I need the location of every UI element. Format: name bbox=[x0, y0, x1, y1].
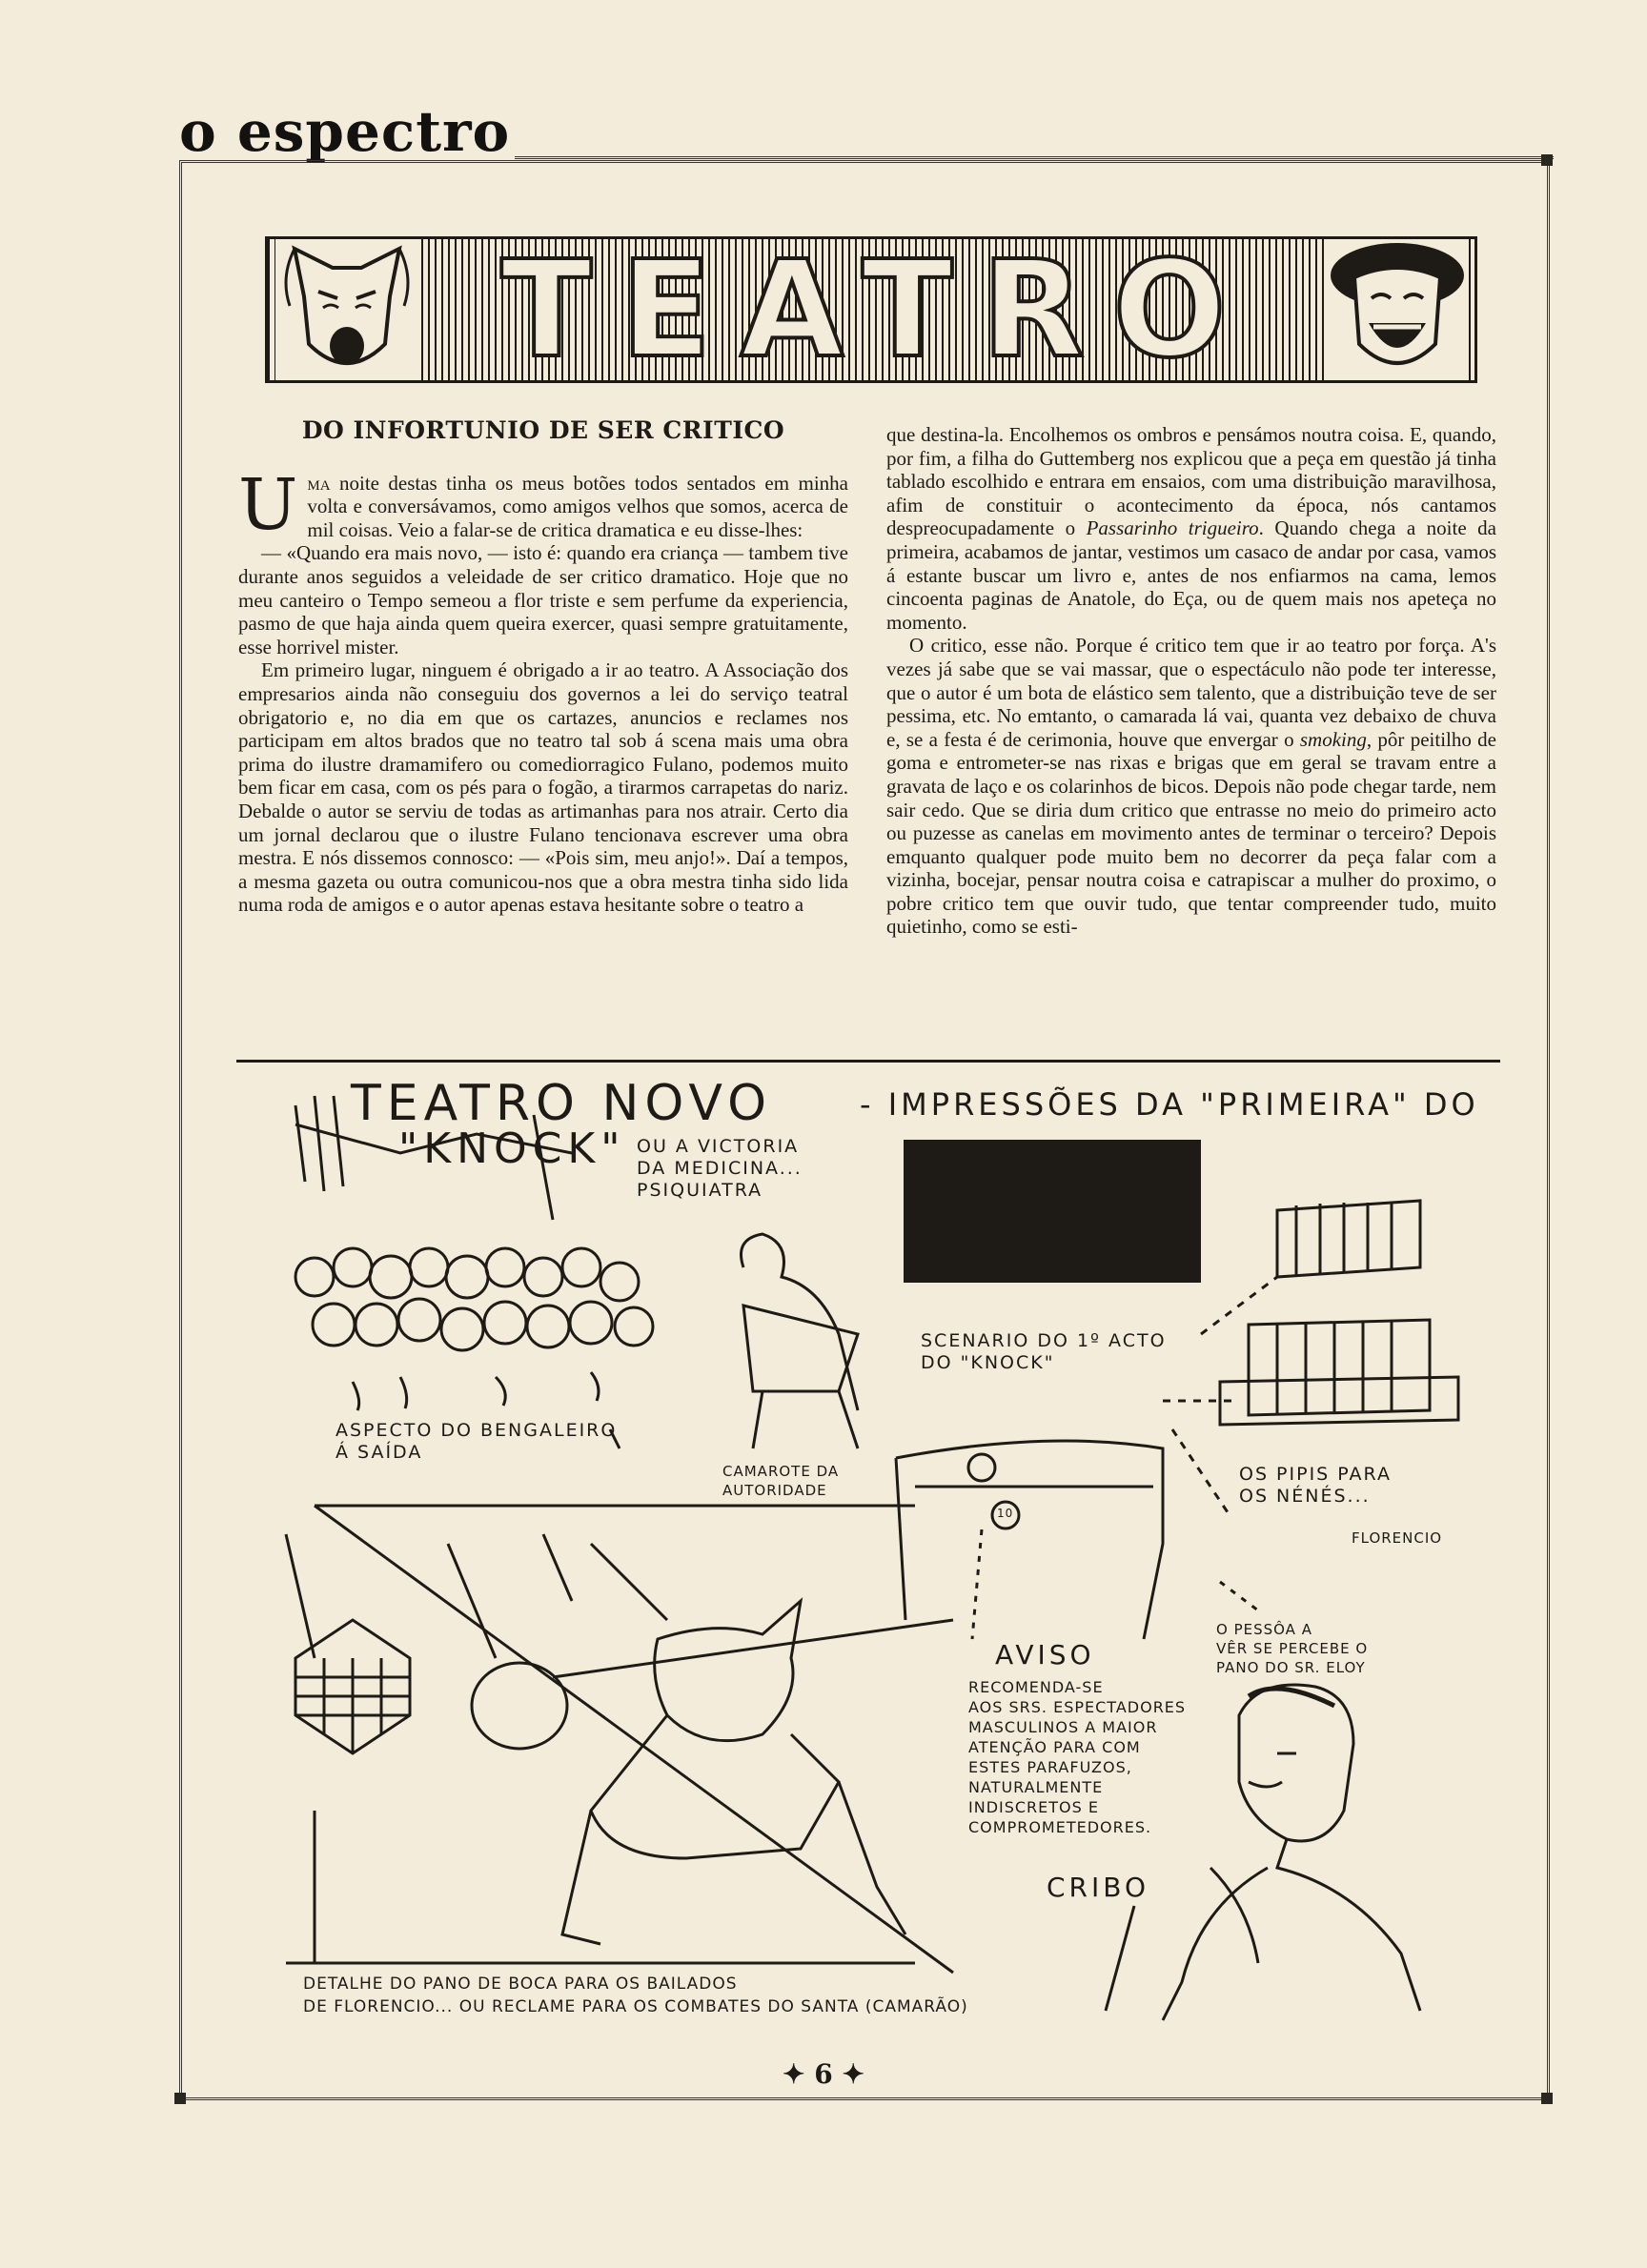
lead-in: ma bbox=[307, 471, 331, 495]
screw-number: 10 bbox=[997, 1507, 1014, 1520]
page-number: ✦ 6 ✦ bbox=[783, 2058, 864, 2090]
grimacing-mask-icon bbox=[275, 239, 418, 380]
paragraph bbox=[238, 463, 848, 546]
knock-title: "KNOCK" bbox=[398, 1124, 626, 1173]
paragraph-text: . Quando chega a noite da primeira, acabamos de jantar, vestimos um casaco de andar por casa, vamos á estante buscar um livro e, antes de nos enfiarmos na cama, lemos cincoenta paginas de Anatole, do Eça, ou de quem mais nos apeteça no momento. bbox=[886, 516, 1496, 634]
italic-term: smoking bbox=[1299, 727, 1367, 751]
frame-corner bbox=[174, 2093, 186, 2104]
frame-corner bbox=[1541, 2093, 1553, 2104]
aviso-body: RECOMENDA-SE AOS SRS. ESPECTADORES MASCULINOS A MAIOR ATENÇÃO PARA COM ESTES PARAFUZOS, NATURALMENTE INDISCRETOS E COMPROMETEDORES. bbox=[968, 1678, 1187, 1836]
banner-title: TEATRO bbox=[500, 236, 1255, 383]
article-column-left bbox=[238, 416, 848, 917]
florencio-signature: FLORENCIO bbox=[1352, 1529, 1443, 1547]
paragraph-text: , pôr peitilho de goma e entrometer-se nas rixas e brigas que em geral se travam entre a gravata de laço e os colarinhos de bicos. Depois não pode chegar tarde, nem sair cedo. Que se diria dum critico que entrasse no meio do primeiro acto ou puzesse as canelas em movimento antes de terminar o terceiro? Depois emquanto qualquer pode muito bem no decorrer da peça falar com a vizinha, bocejar, pensar noutra coisa e catrapiscar a mulher do proximo, o pobre critico tem que ouvir tudo, que tentar compreender tudo, muito quietinho, como se esti- bbox=[886, 727, 1496, 939]
scenario-caption: SCENARIO DO 1º ACTO DO "KNOCK" bbox=[921, 1330, 1167, 1373]
bengaleiro-caption: ASPECTO DO BENGALEIRO Á SAÍDA bbox=[336, 1420, 618, 1463]
paragraph-text: noite destas tinha os meus botões todos sentados em minha volta e conversávamos, como amigos velhos que somos, acerca de mil coisas. Veio a falar-se de critica dramatica e eu disse-lhes: bbox=[307, 471, 848, 541]
paragraph bbox=[886, 634, 1496, 939]
masthead-rule bbox=[515, 156, 1554, 159]
laughing-mask-icon bbox=[1326, 239, 1469, 380]
article-column-right bbox=[886, 423, 1496, 939]
pano-caption: DETALHE DO PANO DE BOCA PARA OS BAILADOS DE FLORENCIO... OU RECLAME PARA OS COMBATES DO SANTA (CAMARÃO) bbox=[303, 1974, 968, 2016]
cartoon-subheadline: - IMPRESSÕES DA "PRIMEIRA" DO bbox=[860, 1086, 1479, 1123]
article-title: DO INFORTUNIO DE SER CRITICO bbox=[301, 416, 785, 444]
italic-title: Passarinho trigueiro bbox=[1086, 516, 1259, 540]
paragraph-text: O critico, esse não. Porque é critico tem que ir ao teatro por força. A's vezes já sabe que se vai massar, que o espectáculo não pode ter interesse, que o autor é um bota de elástico sem talento, que a distribuição teve de ser pessima, etc. No emtanto, o camarada lá vai, quanta vez debaixo de chuva e, se a festa é de cerimonia, houve que envergar o bbox=[886, 634, 1496, 751]
drop-cap: U bbox=[238, 463, 298, 546]
paragraph: — «Quando era mais novo, — isto é: quando era criança — tambem tive durante anos seguidos a veleidade de ser critico dramatico. Hoje que no meu canteiro o Tempo semeou a flor triste e sem perfume da experiencia, pasmo de que haja ainda quem queira exercer, quasi sempre gratuitamente, esse horrivel mister. bbox=[238, 541, 848, 658]
paragraph bbox=[886, 423, 1496, 634]
frame-corner bbox=[1541, 154, 1553, 166]
artist-signature: CRIBO bbox=[1047, 1872, 1150, 1903]
teatro-banner bbox=[265, 236, 1477, 383]
cartoon-headline: TEATRO NOVO bbox=[351, 1075, 773, 1132]
aviso-title: AVISO bbox=[995, 1639, 1095, 1671]
camarote-caption: CAMAROTE DA AUTORIDADE bbox=[722, 1463, 840, 1499]
pipis-caption: OS PIPIS PARA OS NÉNÉS... bbox=[1239, 1464, 1392, 1507]
pessoa-caption: O PESSÔA A VÊR SE PERCEBE O PANO DO SR. ELOY bbox=[1216, 1621, 1369, 1676]
cartoon-divider bbox=[236, 1060, 1500, 1063]
paragraph: Em primeiro lugar, ninguem é obrigado a ir ao teatro. A Associação dos empresarios ainda não conseguiu dos governos a lei do serviço teatral obrigatorio e, no dia em que os cartazes, anuncios e reclames nos participam em altos brados que no teatro tal sob á scena mais uma obra prima do ilustre dramamifero ou comediorragico Fulano, podemos muito bem ficar em casa, com os pés para o fogão, a tirarmos carrapetas do nariz. Debalde o autor se serviu de todas as artimanhas para nos atrair. Certo dia um jornal declarou que o ilustre Fulano tencionava escrever uma obra mestra. E nós dissemos connosco: — «Pois sim, meu anjo!». Daí a tempos, a mesma gazeta ou outra comunicou-nos que a obra mestra tinha sido lida numa roda de amigos e o autor apenas estava hesitante sobre o teatro a bbox=[238, 658, 848, 917]
masthead-title: o espectro bbox=[179, 99, 511, 164]
knock-subtitle: OU A VICTORIA DA MEDICINA... PSIQUIATRA bbox=[637, 1136, 803, 1201]
paragraph-text: que destina-la. Encolhemos os ombros e pensámos noutra coisa. E, quando, por fim, a filha do Guttemberg nos explicou que a peça em questão já tinha tablado escolhido e entrara em ensaios, com uma distribuição maravilhosa, afim de constituir o acontecimento da época, nós cantamos despreocupadamente o bbox=[886, 423, 1496, 540]
